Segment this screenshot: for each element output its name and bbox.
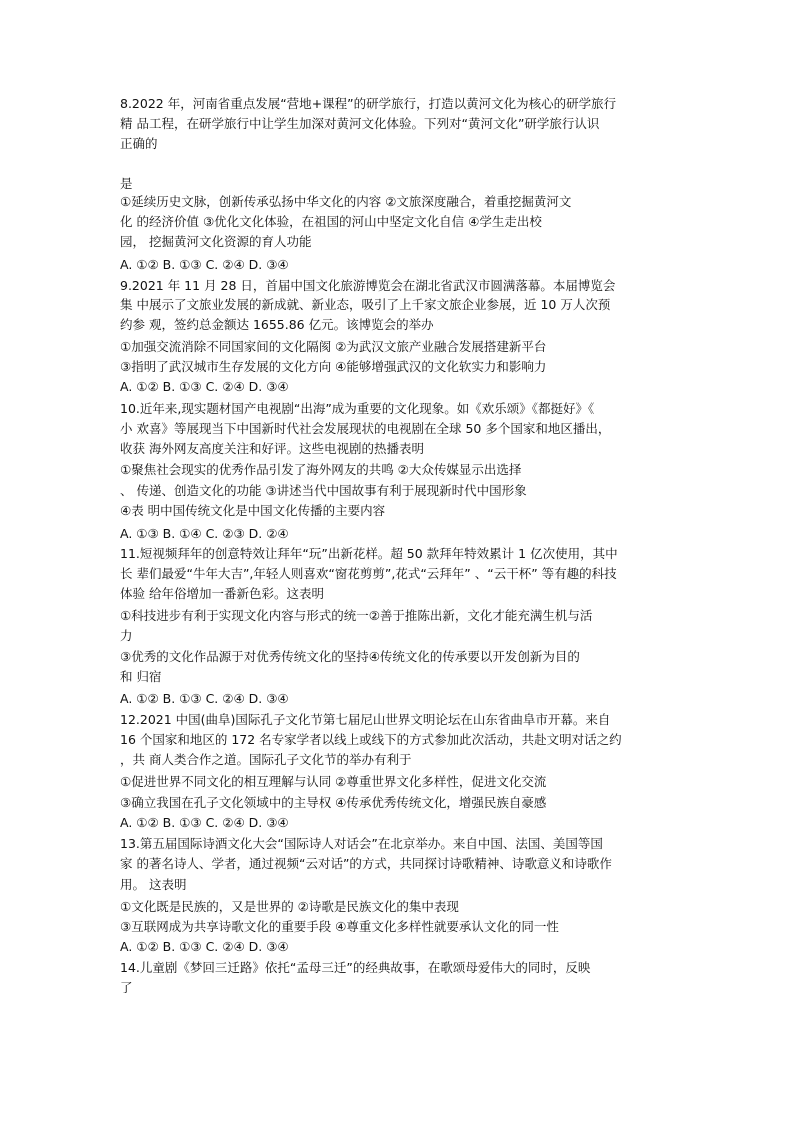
q11-option-line-3: ③优秀的文化作品源于对优秀传统文化的坚持④传统文化的传承要以开发创新为目的 — [120, 649, 580, 664]
q13-option-line-1: ①文化既是民族的，又是世界的 ②诗歌是民族文化的集中表现 — [120, 899, 459, 914]
q11-option-line-2: 力 — [120, 628, 133, 643]
q10-line-1: 10.近年来,现实题材国产电视剧“出海”成为重要的文化现象。如《欢乐颂》《都挺好》《 — [120, 401, 595, 416]
q13-line-1: 13.第五届国际诗酒文化大会“国际诗人对话会”在北京举办。来自中国、法国、美国等国 — [120, 836, 603, 851]
q11-option-line-1: ①科技进步有利于实现文化内容与形式的统一②善于推陈出新，文化才能充满生机与活 — [120, 608, 593, 623]
q11-line-1: 11.短视频拜年的创意特效让拜年“玩”出新花样。超 50 款拜年特效累计 1 亿次使用，其中 — [120, 546, 618, 561]
q9-line-3: 约参 观，签约总金额达 1655.86 亿元。该博览会的举办 — [120, 317, 434, 332]
q10-answer-choices: A. ①③ B. ①④ C. ②③ D. ②④ — [120, 526, 289, 541]
q12-line-1: 12.2021 中国(曲阜)国际孔子文化节第七届尼山世界文明论坛在山东省曲阜市开幕。来自 — [120, 712, 611, 727]
q8-option-line-2: 化 的经济价值 ③优化文化体验，在祖国的河山中坚定文化自信 ④学生走出校 — [120, 214, 542, 229]
q14-line-1: 14.儿童剧《梦回三迁路》依托“孟母三迁”的经典故事，在歌颂母爱伟大的同时，反映 — [120, 960, 591, 975]
q8-line-1: 8.2022 年，河南省重点发展“营地+课程”的研学旅行，打造以黄河文化为核心的研学旅行 — [120, 96, 617, 111]
q10-option-line-3: ④表 明中国传统文化是中国文化传播的主要内容 — [120, 503, 386, 518]
q10-option-line-2: 、 传递、创造文化的功能 ③讲述当代中国故事有利于展现新时代中国形象 — [120, 483, 527, 498]
q13-line-2: 家 的著名诗人、学者，通过视频“云对话”的方式，共同探讨诗歌精神、诗歌意义和诗歌作 — [120, 856, 612, 871]
q8-line-4: 是 — [120, 176, 133, 191]
q12-option-line-1: ①促进世界不同文化的相互理解与认同 ②尊重世界文化多样性，促进文化交流 — [120, 774, 547, 789]
q11-line-3: 体验 给年俗增加一番新色彩。这表明 — [120, 586, 324, 601]
q13-answer-choices: A. ①② B. ①③ C. ②④ D. ③④ — [120, 939, 289, 954]
q12-answer-choices: A. ①② B. ①③ C. ②④ D. ③④ — [120, 815, 289, 830]
q8-answer-choices: A. ①② B. ①③ C. ②④ D. ③④ — [120, 257, 289, 272]
q12-option-line-2: ③确立我国在孔子文化领域中的主导权 ④传承优秀传统文化，增强民族自豪感 — [120, 795, 547, 810]
q10-line-2: 小 欢喜》等展现当下中国新时代社会发展现状的电视剧在全球 50 多个国家和地区播出， — [120, 421, 611, 436]
q9-line-1: 9.2021 年 11 月 28 日，首届中国文化旅游博览会在湖北省武汉市圆满落幕。本届博览会 — [120, 278, 616, 293]
q13-line-3: 用。 这表明 — [120, 877, 187, 892]
q9-answer-choices: A. ①② B. ①③ C. ②④ D. ③④ — [120, 379, 289, 394]
q9-option-line-1: ①加强交流消除不同国家间的文化隔阂 ②为武汉文旅产业融合发展搭建新平台 — [120, 339, 547, 354]
q13-option-line-2: ③互联网成为共享诗歌文化的重要手段 ④尊重文化多样性就要承认文化的同一性 — [120, 919, 559, 934]
q12-line-3: ，共 商人类合作之道。国际孔子文化节的举办有利于 — [120, 752, 412, 767]
q8-line-2: 精 品工程，在研学旅行中让学生加深对黄河文化体验。下列对“黄河文化”研学旅行认识 — [120, 116, 600, 131]
q11-answer-choices: A. ①② B. ①③ C. ②④ D. ③④ — [120, 691, 289, 706]
q10-line-3: 收获 海外网友高度关注和好评。这些电视剧的热播表明 — [120, 441, 424, 456]
q8-option-line-3: 园， 挖掘黄河文化资源的育人功能 — [120, 234, 312, 249]
q9-option-line-2: ③指明了武汉城市生存发展的文化方向 ④能够增强武汉的文化软实力和影响力 — [120, 359, 547, 374]
q9-line-2: 集 中展示了文旅业发展的新成就、新业态，吸引了上千家文旅企业参展，近 10 万人次预 — [120, 297, 611, 312]
q10-option-line-1: ①聚焦社会现实的优秀作品引发了海外网友的共鸣 ②大众传媒显示出选择 — [120, 462, 522, 477]
q12-line-2: 16 个国家和地区的 172 名专家学者以线上或线下的方式参加此次活动，共赴文明对话之约 — [120, 732, 622, 747]
q8-line-3: 正确的 — [120, 136, 158, 151]
q8-option-line-1: ①延续历史文脉，创新传承弘扬中华文化的内容 ②文旅深度融合，着重挖掘黄河文 — [120, 194, 572, 209]
q11-option-line-4: 和 归宿 — [120, 669, 162, 684]
q11-line-2: 长 辈们最爱“牛年大吉”,年轻人则喜欢“窗花剪剪”,花式“云拜年” 、“云干杯” 等有趣的科技 — [120, 566, 617, 581]
q14-line-2: 了 — [120, 980, 133, 995]
